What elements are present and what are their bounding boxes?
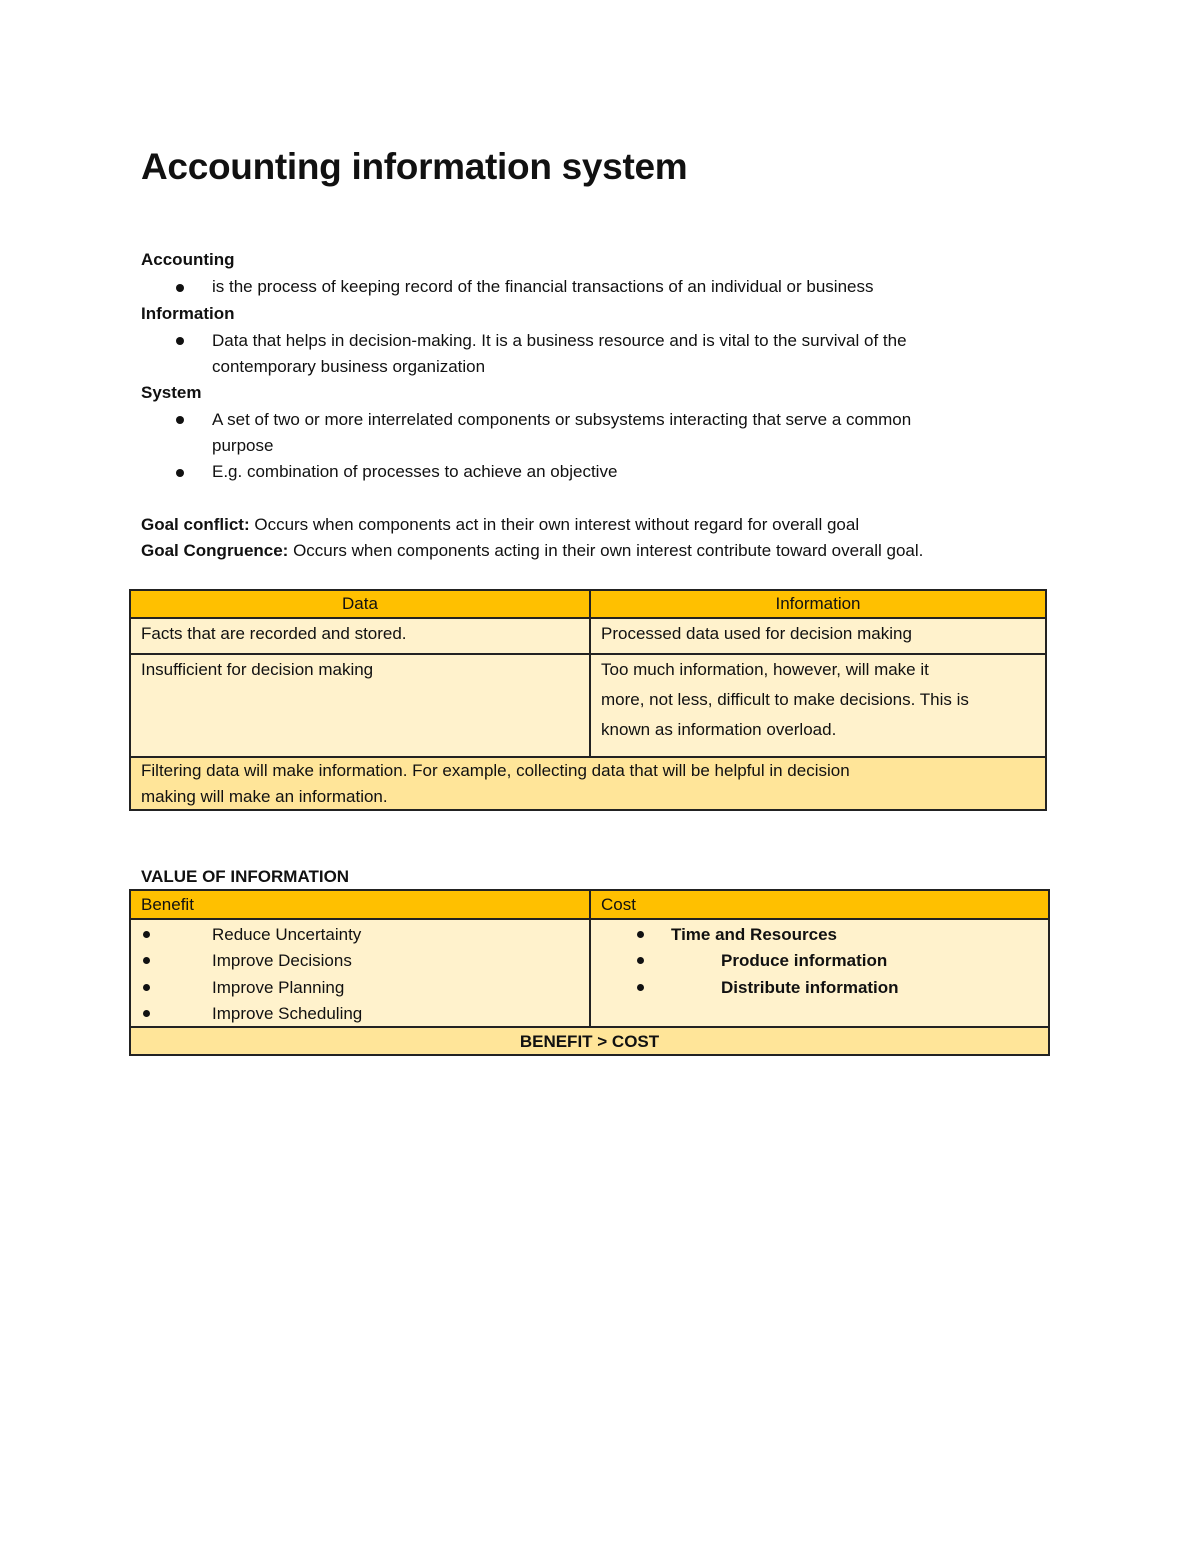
table-footer-line: making will make an information. — [141, 787, 388, 806]
table-header-benefit: Benefit — [131, 891, 589, 918]
definition-accounting-line: is the process of keeping record of the financial transactions of an individual or business — [212, 277, 874, 296]
table-cell-text-line: known as information overload. — [601, 720, 837, 739]
goal-congruence-text: Occurs when components acting in their own interest contribute toward overall goal. — [288, 541, 924, 560]
table-header-information: Information — [591, 591, 1045, 617]
bullet-icon — [143, 984, 150, 991]
term-system: System — [141, 383, 202, 402]
table-header-cost: Cost — [591, 891, 1048, 918]
value-of-information-table — [129, 889, 1050, 1056]
goal-congruence — [141, 538, 923, 564]
goal-conflict — [141, 512, 859, 538]
section-heading-value-of-information: VALUE OF INFORMATION — [141, 867, 350, 886]
bullet-icon — [176, 416, 184, 424]
table-footer-note — [131, 758, 1045, 809]
table-divider — [131, 756, 1045, 758]
table-cell-text: Facts that are recorded and stored. — [141, 624, 407, 643]
bullet-icon — [176, 469, 184, 477]
table-cell — [131, 655, 589, 756]
benefit-item: Improve Planning — [212, 978, 345, 997]
table-divider — [589, 591, 591, 756]
bullet-icon — [143, 957, 150, 964]
bullet-icon — [637, 984, 644, 991]
table-cell-text-line: more, not less, difficult to make decisions. This is — [601, 690, 969, 709]
table-divider — [131, 1026, 1048, 1028]
table-divider — [131, 617, 1045, 619]
table-cell-text-line: Too much information, however, will make it — [601, 660, 929, 679]
page-title: Accounting information system — [141, 146, 688, 187]
goal-conflict-label: Goal conflict: — [141, 515, 250, 534]
cost-item: Distribute information — [721, 978, 899, 997]
bullet-icon — [143, 1010, 150, 1017]
bullet-icon — [143, 931, 150, 938]
table-footer-line: Filtering data will make information. For example, collecting data that will be helpful in decision — [141, 761, 850, 780]
benefit-item: Improve Decisions — [212, 951, 352, 970]
bullet-icon — [176, 337, 184, 345]
bullet-icon — [176, 284, 184, 292]
benefit-item: Improve Scheduling — [212, 1004, 363, 1023]
definition-system-line-1: A set of two or more interrelated components or subsystems interacting that serve a common — [212, 410, 912, 429]
definition-information-line-2: contemporary business organization — [212, 357, 486, 376]
table-cell-text: Processed data used for decision making — [601, 624, 912, 643]
goal-conflict-text: Occurs when components act in their own interest without regard for overall goal — [249, 515, 860, 534]
table-cell — [591, 619, 1045, 653]
table-header-data: Data — [131, 591, 589, 617]
table-cell-text: Insufficient for decision making — [141, 660, 374, 679]
table-divider — [131, 653, 1045, 655]
cost-item: Time and Resources — [671, 925, 837, 944]
term-accounting: Accounting — [141, 250, 235, 269]
data-vs-information-table — [129, 589, 1047, 811]
benefit-item: Reduce Uncertainty — [212, 925, 362, 944]
benefit-cost-summary: BENEFIT > COST — [131, 1028, 1048, 1054]
bullet-icon — [637, 931, 644, 938]
term-information: Information — [141, 304, 235, 323]
definition-system-line-2: purpose — [212, 436, 274, 455]
definition-system-example: E.g. combination of processes to achieve an objective — [212, 462, 618, 481]
definition-information-line-1: Data that helps in decision-making. It is a business resource and is vital to the survival of the — [212, 331, 907, 350]
table-divider — [589, 891, 591, 1026]
goal-congruence-label: Goal Congruence: — [141, 541, 289, 560]
cost-item: Produce information — [721, 951, 888, 970]
table-cell — [591, 655, 1045, 756]
table-cell — [131, 619, 589, 653]
bullet-icon — [637, 957, 644, 964]
